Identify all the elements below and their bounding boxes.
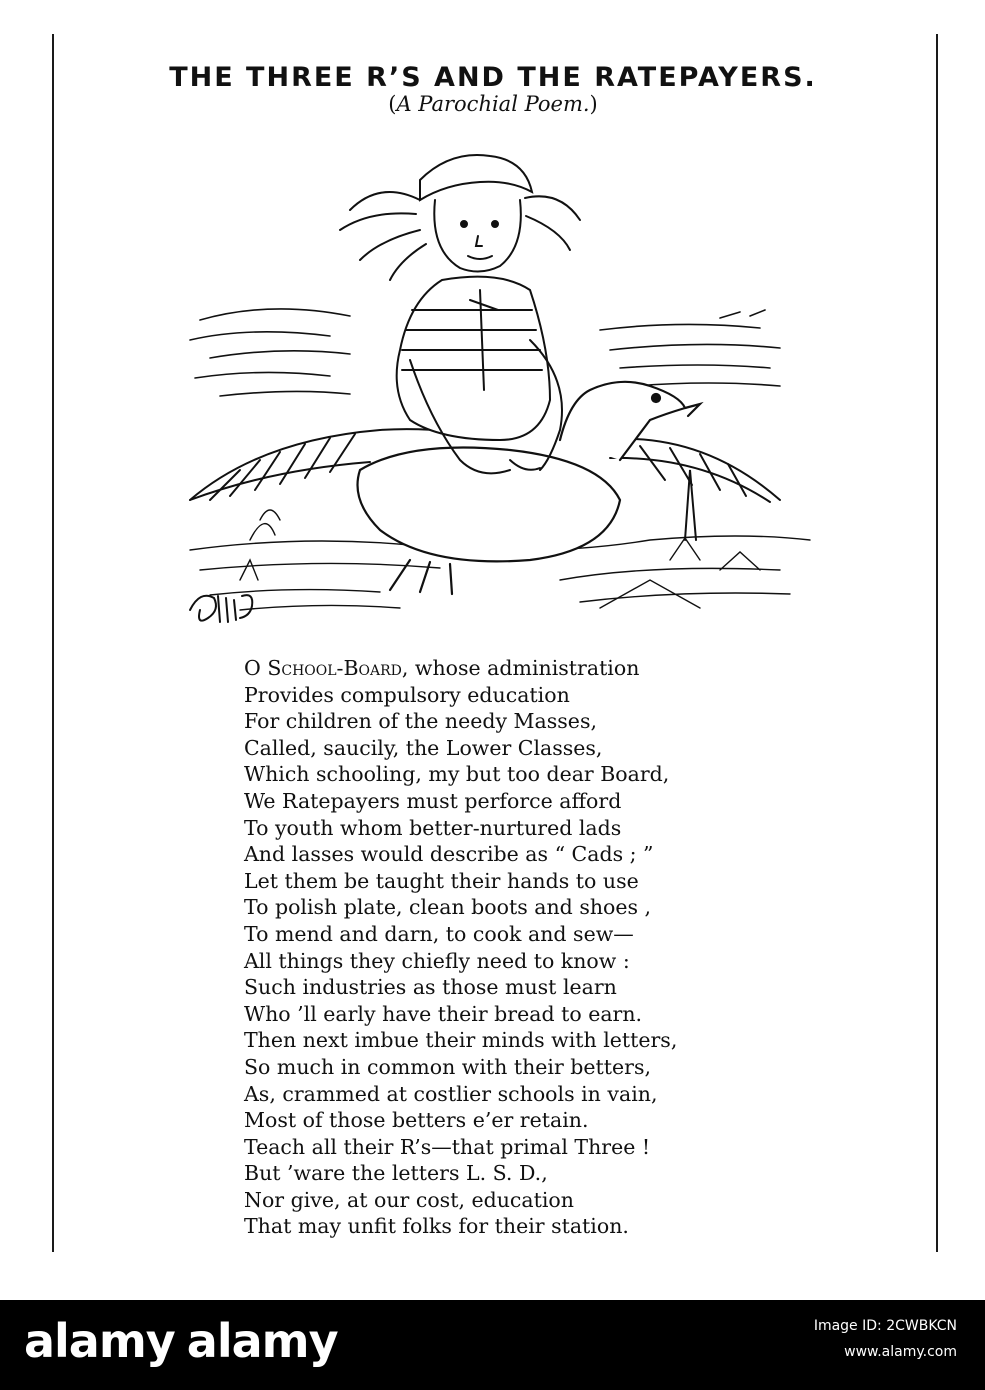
poem-line: Who ’ll early have their bread to earn. (244, 1001, 643, 1026)
poem-line: And lasses would describe as “ Cads ; ” (244, 842, 654, 867)
poem-line: Provides compulsory education (244, 682, 570, 707)
poem-line: Let them be taught their hands to use (244, 868, 639, 893)
poem-line: To polish plate, clean boots and shoes , (244, 895, 652, 920)
poem-line-rest: , whose administration (401, 656, 640, 680)
poem-line: That may unfit folks for their station. (244, 1214, 629, 1239)
poem-line: But ’ware the letters L. S. D., (244, 1161, 548, 1186)
alamy-logo-text-left: alamy (24, 1314, 175, 1368)
poem-line: Called, saucily, the Lower Classes, (244, 735, 603, 760)
left-column-rule (52, 34, 54, 1252)
stock-site-link[interactable]: www.alamy.com (844, 1344, 957, 1360)
engraving-illustration (180, 140, 820, 640)
alamy-logo-text-right: alamy (186, 1314, 338, 1368)
poem-line: To youth whom better-nurtured lads (244, 815, 622, 840)
poem-line: Then next imbue their minds with letters, (244, 1028, 678, 1053)
poem-line: For children of the needy Masses, (244, 709, 597, 734)
stock-watermark-banner (0, 1300, 985, 1390)
poem-line: To mend and darn, to cook and sew— (244, 921, 634, 946)
subtitle-open-paren: ( (388, 92, 397, 116)
stock-image-id: Image ID: 2CWBKCN (813, 1318, 957, 1334)
poem-line: Teach all their R’s—that primal Three ! (244, 1134, 651, 1159)
subtitle-close-paren: ) (589, 92, 598, 116)
poem-subtitle (60, 92, 926, 116)
poem-line: Which schooling, my but too dear Board, (244, 762, 670, 787)
poem-line (244, 655, 804, 682)
poem-title: THE THREE R’S AND THE RATEPAYERS. (169, 62, 817, 94)
right-column-rule (936, 34, 938, 1252)
girl-figure (340, 155, 580, 473)
alamy-logo[interactable] (24, 1314, 338, 1368)
poem-line-small-caps: O School-Board (244, 656, 402, 680)
subtitle-italic: A Parochial Poem. (396, 92, 590, 116)
poem-line: All things they chiefly need to know : (244, 948, 630, 973)
artist-signature (190, 595, 252, 622)
poem-line: We Ratepayers must perforce afford (244, 788, 622, 813)
poem-text (244, 655, 804, 1240)
poem-line: As, crammed at costlier schools in vain, (244, 1081, 658, 1106)
poem-line: Most of those betters e’er retain. (244, 1108, 589, 1133)
poem-line: Such industries as those must learn (244, 975, 617, 1000)
poem-line: Nor give, at our cost, education (244, 1187, 574, 1212)
poem-line: So much in common with their betters, (244, 1054, 651, 1079)
